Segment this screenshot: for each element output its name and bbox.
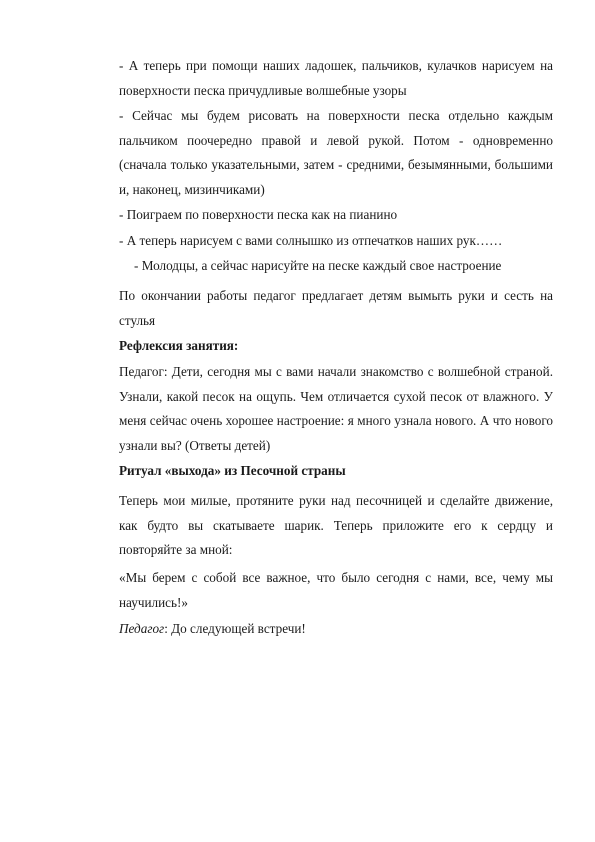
paragraph-text: - А теперь при помощи наших ладошек, пальчиков, кулачков нарисуем на поверхности песка причудливые волшебные узоры [119, 58, 553, 98]
paragraph-piano [119, 203, 553, 228]
speaker-label: Педагог [119, 621, 165, 636]
paragraph-roll-ball [119, 489, 553, 563]
paragraph-wash-hands [119, 284, 553, 333]
paragraph-draw-fingers [119, 104, 553, 202]
paragraph-text: Теперь мои милые, протяните руки над песочницей и сделайте движение, как будто вы скатываете шарик. Теперь приложите его к сердцу и повторяйте за мной: [119, 493, 553, 557]
paragraph-mood [134, 254, 568, 279]
paragraph-quote [119, 566, 553, 615]
paragraph-text: - А теперь нарисуем с вами солнышко из отпечатков наших рук…… [119, 233, 503, 248]
paragraph-text: «Мы берем с собой все важное, что было сегодня с нами, все, чему мы научились!» [119, 570, 553, 610]
heading-text: Рефлексия занятия: [119, 338, 239, 353]
paragraph-text: - Поиграем по поверхности песка как на пианино [119, 207, 398, 222]
paragraph-sun [119, 229, 553, 254]
paragraph-text: По окончании работы педагог предлагает детям вымыть руки и сесть на стулья [119, 288, 553, 328]
paragraph-teacher-reflection [119, 360, 553, 458]
paragraph-draw-patterns [119, 54, 553, 103]
paragraph-farewell [119, 617, 553, 642]
paragraph-text: - Молодцы, а сейчас нарисуйте на песке каждый свое настроение [134, 258, 502, 273]
paragraph-text: : До следующей встречи! [164, 621, 306, 636]
heading-exit-ritual [119, 459, 553, 484]
heading-reflection [119, 334, 553, 359]
heading-text: Ритуал «выхода» из Песочной страны [119, 463, 346, 478]
paragraph-text: - Сейчас мы будем рисовать на поверхности песка отдельно каждым пальчиком поочередно правой и левой рукой. Потом - одновременно (сначала только указательными, затем - средними, безымянными, большими и, наконец, мизинчиками) [119, 108, 553, 197]
paragraph-text: Педагог: Дети, сегодня мы с вами начали знакомство с волшебной страной. Узнали, какой песок на ощупь. Чем отличается сухой песок от влажного. У меня сейчас очень хорошее настроение: я много узнала нового. А что нового узнали вы? (Ответы детей) [119, 364, 553, 453]
